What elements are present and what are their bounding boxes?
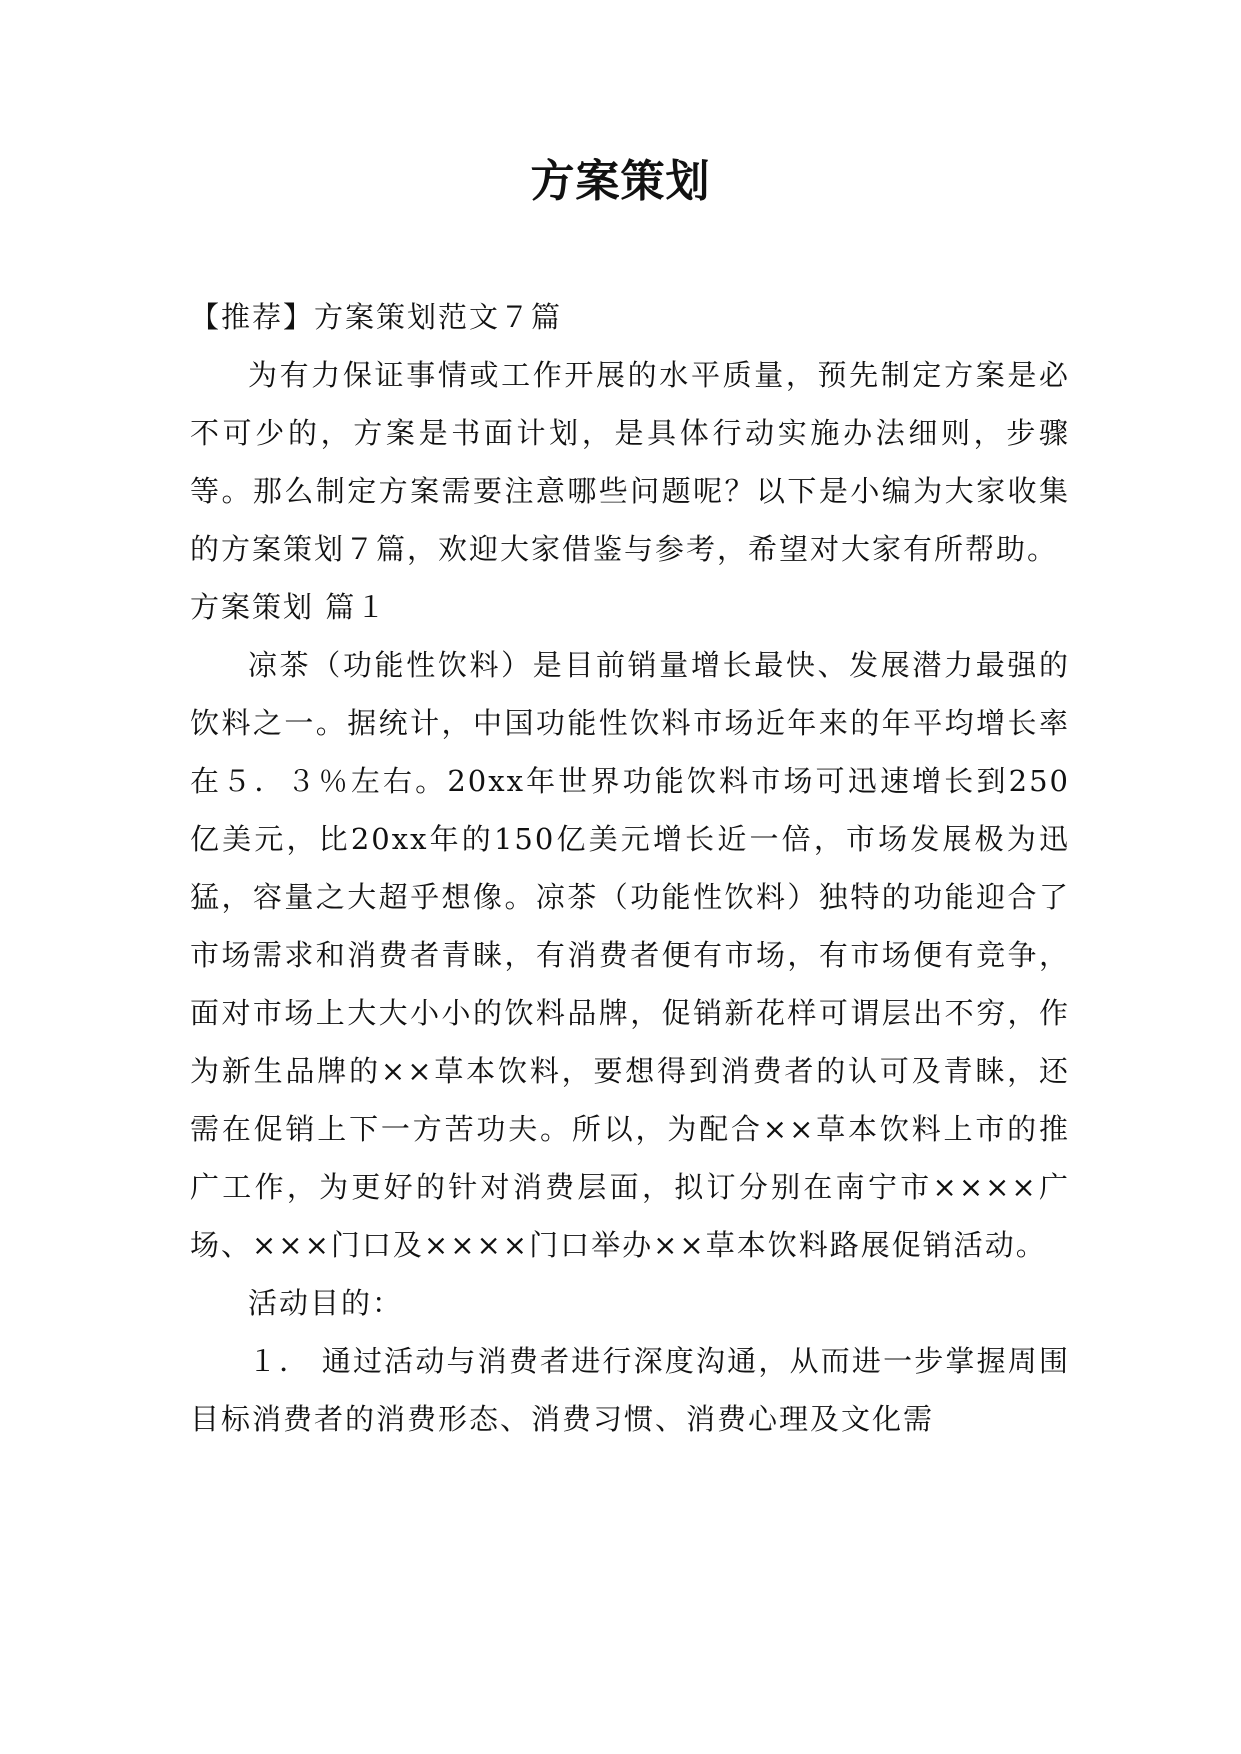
document-title: 方案策划 [530,156,711,207]
document-body [190,288,1070,1448]
section-heading: 方案策划 篇１ [190,590,388,624]
intro-paragraph: 为有力保证事情或工作开展的水平质量，预先制定方案是必不可少的，方案是书面计划，是具体行动实施办法细则，步骤等。那么制定方案需要注意哪些问题呢？以下是小编为大家收集的方案策划７篇，欢迎大家借鉴与参考，希望对大家有所帮助。 [190,358,1070,566]
activity-purpose-heading: 活动目的： [248,1286,404,1320]
recommend-heading: 【推荐】方案策划范文７篇 [190,300,563,334]
section-paragraph: 凉茶（功能性饮料）是目前销量增长最快、发展潜力最强的饮料之一。据统计，中国功能性饮料市场近年来的年平均增长率在５．３％左右。20xx年世界功能饮料市场可迅速增长到250亿美元，比20xx年的150亿美元增长近一倍，市场发展极为迅猛，容量之大超乎想像。凉茶（功能性饮料）独特的功能迎合了市场需求和消费者青睐，有消费者便有市场，有市场便有竞争，面对市场上大大小小的饮料品牌，促销新花样可谓层出不穷，作为新生品牌的××草本饮料，要想得到消费者的认可及青睐，还需在促销上下一方苦功夫。所以，为配合××草本饮料上市的推广工作，为更好的针对消费层面，拟订分别在南宁市××××广场、×××门口及××××门口举办××草本饮料路展促销活动。 [190,648,1070,1262]
purpose-item-1: １． 通过活动与消费者进行深度沟通，从而进一步掌握周围目标消费者的消费形态、消费习惯、消费心理及文化需 [190,1344,1070,1436]
